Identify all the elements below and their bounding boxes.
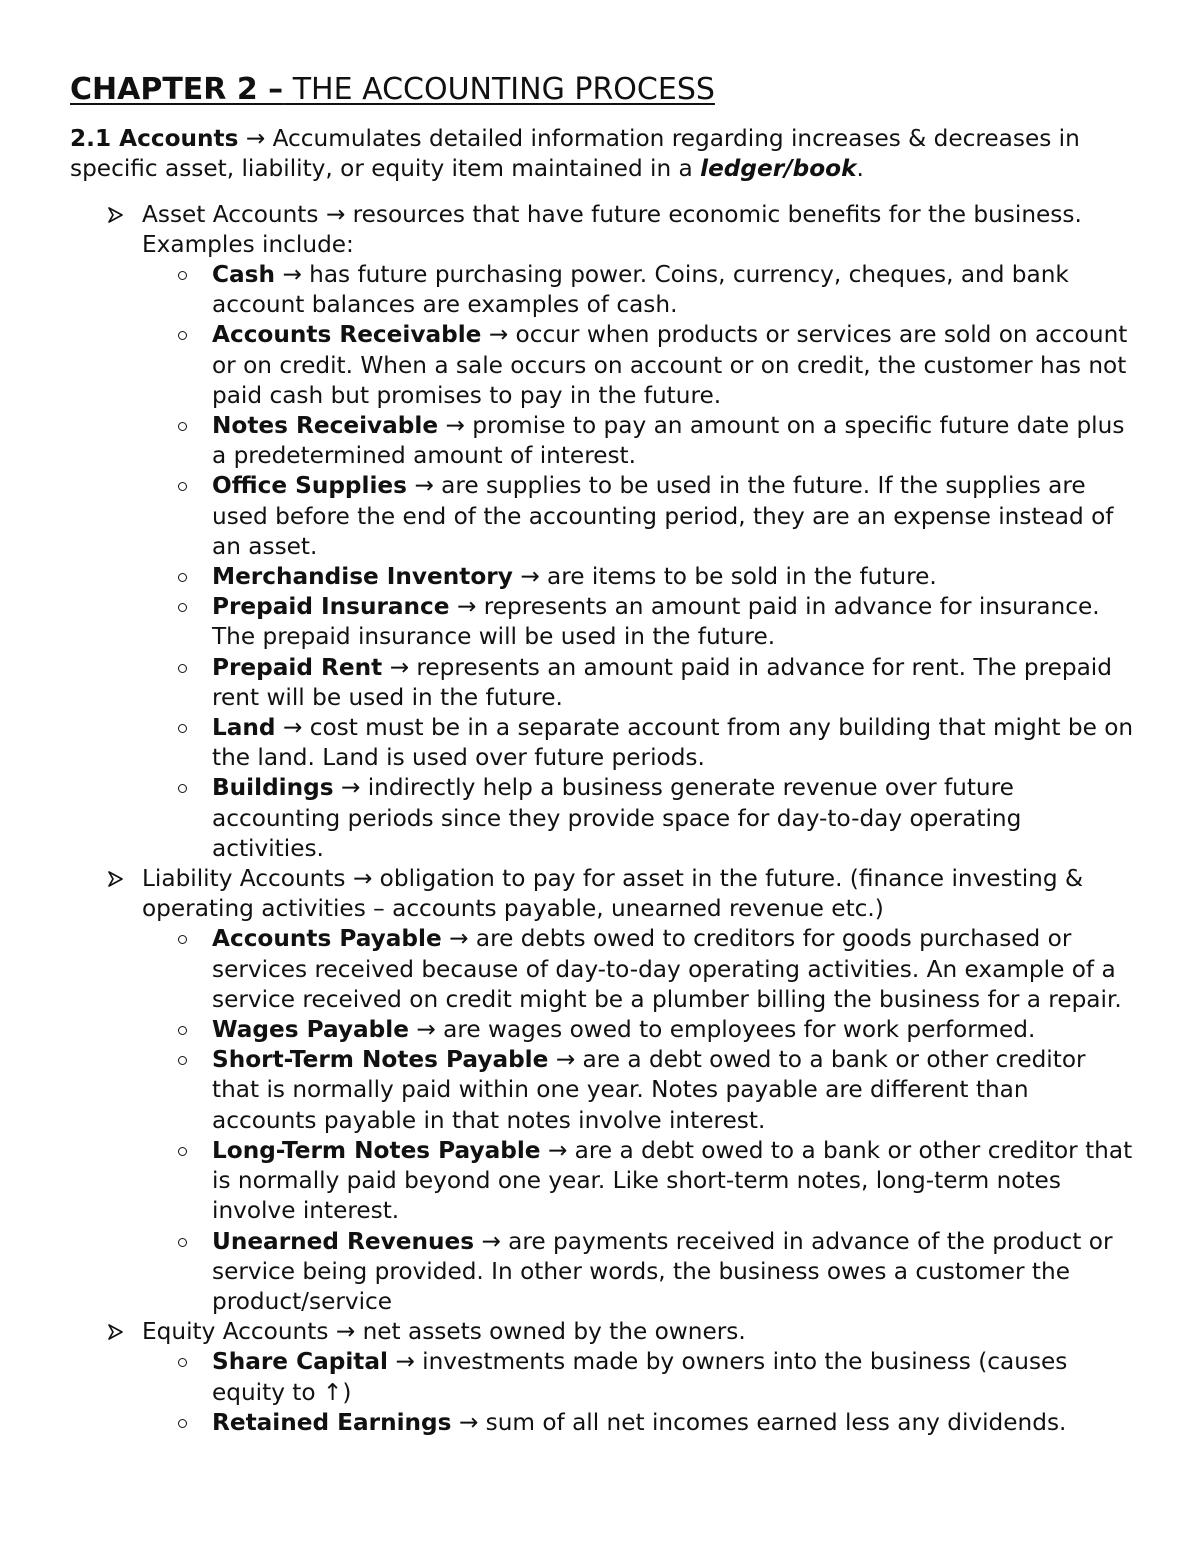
account-groups — [70, 200, 1140, 1438]
circle-bullet-icon — [178, 1419, 187, 1428]
list-item — [142, 260, 1140, 320]
item-definition: → are items to be sold in the future. — [512, 563, 937, 591]
item-definition: → are a debt owed to a bank or other creditor that is normally paid beyond one year. Like short-term notes, long-term notes involve interest. — [212, 1136, 1133, 1225]
item-term: Share Capital — [212, 1348, 388, 1376]
group-assets — [70, 200, 1140, 864]
item-definition: → are payments received in advance of the product or service being provided. In other words, the business owes a customer the product/service — [212, 1227, 1113, 1315]
item-definition: → sum of all net incomes earned less any dividends. — [451, 1408, 1067, 1436]
list-item — [142, 773, 1140, 864]
equity-items — [142, 1347, 1140, 1438]
list-item — [142, 713, 1140, 773]
circle-bullet-icon — [178, 1358, 187, 1367]
section-heading: 2.1 Accounts — [70, 125, 239, 152]
list-item — [142, 562, 1140, 592]
arrowhead-bullet-icon — [106, 200, 126, 230]
chapter-name: THE ACCOUNTING PROCESS — [283, 72, 715, 107]
list-item — [142, 1136, 1140, 1227]
group-intro: Asset Accounts → resources that have future economic benefits for the business. Examples include: — [142, 200, 1082, 258]
item-term: Prepaid Insurance — [212, 593, 450, 621]
item-definition: → are wages owed to employees for work performed. — [408, 1016, 1036, 1044]
list-item — [142, 1045, 1140, 1136]
item-definition: → represents an amount paid in advance for rent. The prepaid rent will be used in the future. — [212, 653, 1112, 711]
circle-bullet-icon — [178, 664, 187, 673]
item-definition: → are debts owed to creditors for goods purchased or services received because of day-to-day operating activities. An example of a service received on credit might be a plumber billing the business for a repair. — [212, 925, 1122, 1013]
item-term: Long-Term Notes Payable — [212, 1136, 541, 1164]
circle-bullet-icon — [178, 603, 187, 612]
item-definition: → investments made by owners into the business (causes equity to ↑) — [212, 1348, 1068, 1406]
list-item — [142, 1347, 1140, 1407]
chapter-number: CHAPTER 2 – — [70, 72, 284, 107]
item-definition: → has future purchasing power. Coins, currency, cheques, and bank account balances are examples of cash. — [212, 261, 1069, 319]
section-end: . — [856, 155, 864, 183]
item-term: Accounts Payable — [212, 925, 442, 953]
circle-bullet-icon — [178, 724, 187, 733]
liability-items — [142, 924, 1140, 1317]
item-term: Short-Term Notes Payable — [212, 1046, 549, 1074]
circle-bullet-icon — [178, 935, 187, 944]
section-arrow: → — [238, 125, 273, 152]
item-term: Notes Receivable — [212, 412, 439, 440]
item-definition: → occur when products or services are sold on account or on credit. When a sale occurs on account or on credit, the customer has not paid cash but promises to pay in the future. — [212, 321, 1128, 409]
chapter-title — [70, 70, 1140, 110]
circle-bullet-icon — [178, 1238, 187, 1247]
list-item — [142, 924, 1140, 1015]
item-definition: → are a debt owed to a bank or other creditor that is normally paid within one year. Notes payable are different than accounts payable in that notes involve interest. — [212, 1046, 1086, 1134]
asset-items — [142, 260, 1140, 864]
item-term: Retained Earnings — [212, 1408, 452, 1436]
circle-bullet-icon — [178, 1147, 187, 1156]
circle-bullet-icon — [178, 1026, 187, 1035]
item-term: Unearned Revenues — [212, 1227, 475, 1255]
circle-bullet-icon — [178, 422, 187, 431]
circle-bullet-icon — [178, 482, 187, 491]
item-definition: → are supplies to be used in the future. If the supplies are used before the end of the accounting period, they are an expense instead of an asset. — [212, 472, 1114, 560]
item-definition: → indirectly help a business generate revenue over future accounting periods since they provide space for day-to-day operating activities. — [212, 774, 1022, 862]
document-page — [70, 70, 1140, 1438]
item-term: Land — [212, 714, 276, 742]
group-intro: Liability Accounts → obligation to pay for asset in the future. (finance investing & operating activities – accounts payable, unearned revenue etc.) — [142, 865, 1084, 923]
arrowhead-bullet-icon — [106, 1317, 126, 1347]
item-term: Buildings — [212, 774, 334, 802]
circle-bullet-icon — [178, 784, 187, 793]
circle-bullet-icon — [178, 573, 187, 582]
list-item — [142, 320, 1140, 411]
item-term: Prepaid Rent — [212, 653, 383, 681]
item-term: Cash — [212, 261, 275, 288]
item-definition: → cost must be in a separate account from any building that might be on the land. Land is used over future periods. — [212, 714, 1134, 772]
group-equity — [70, 1317, 1140, 1438]
group-intro: Equity Accounts → net assets owned by the owners. — [142, 1318, 746, 1346]
circle-bullet-icon — [178, 271, 187, 280]
item-term: Office Supplies — [212, 472, 407, 500]
list-item — [142, 653, 1140, 713]
item-term: Wages Payable — [212, 1016, 409, 1044]
list-item — [142, 1015, 1140, 1045]
list-item — [142, 592, 1140, 652]
circle-bullet-icon — [178, 331, 187, 340]
item-term: Accounts Receivable — [212, 321, 482, 349]
item-definition: → promise to pay an amount on a specific future date plus a predetermined amount of interest. — [212, 412, 1125, 470]
item-term: Merchandise Inventory — [212, 563, 513, 591]
section-text: Accumulates detailed information regarding increases & decreases in specific asset, liability, or equity item maintained in a — [70, 125, 1080, 183]
arrowhead-bullet-icon — [106, 864, 126, 894]
item-definition: → represents an amount paid in advance for insurance. The prepaid insurance will be used in the future. — [212, 593, 1100, 651]
list-item — [142, 1408, 1140, 1438]
list-item — [142, 471, 1140, 562]
section-intro — [70, 124, 1140, 185]
list-item — [142, 411, 1140, 471]
section-emphasis: ledger/book — [700, 155, 857, 183]
circle-bullet-icon — [178, 1056, 187, 1065]
group-liabilities — [70, 864, 1140, 1317]
list-item — [142, 1227, 1140, 1318]
